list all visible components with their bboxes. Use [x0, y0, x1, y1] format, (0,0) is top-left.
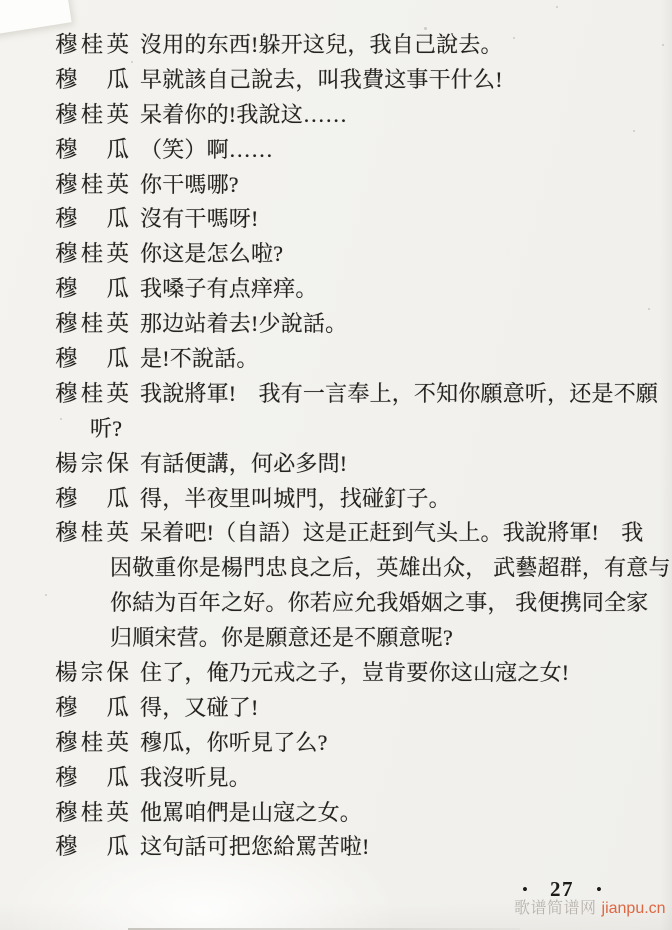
dialogue-text: 那边站着去!少說話。: [140, 311, 348, 337]
speaker-char: 瓜: [106, 485, 129, 511]
dialogue-text: 沒有干嗎呀!: [140, 206, 259, 232]
speaker-char: 英: [106, 32, 129, 57]
ink-speck: [424, 27, 427, 30]
dialogue-text: 因敬重你是楊門忠良之后，英雄出众， 武藝超群，有意与: [110, 555, 671, 581]
speaker-char: 穆: [55, 729, 78, 755]
speaker-char: 英: [106, 101, 129, 127]
dialogue-text: 他罵咱們是山寇之女。: [140, 799, 363, 825]
page-number-bullet-right: •: [596, 879, 602, 899]
speaker-char: 瓜: [106, 206, 129, 232]
dialogue-text: 呆着你的!我說这……: [140, 101, 348, 127]
watermark: [514, 900, 666, 918]
speaker-char: 保: [106, 660, 129, 686]
speaker-char: 保: [106, 450, 129, 476]
script-line: [0, 830, 672, 865]
ink-speck: [60, 418, 62, 420]
speaker-char: 瓜: [106, 764, 129, 790]
speaker-name: [55, 307, 129, 342]
ink-speck: [45, 594, 47, 596]
script-line: [0, 63, 672, 98]
dialogue-text: 我嗓子有点痒痒。: [140, 276, 318, 302]
watermark-site-name: 歌谱简谱网: [514, 900, 597, 917]
dialogue-text: 你干嗎哪?: [140, 171, 239, 197]
speaker-char: 楊: [55, 660, 78, 686]
ink-speck: [306, 460, 308, 462]
script-line: [0, 412, 672, 447]
dialogue-text: 我說將軍! 我有一言奉上，不知你願意听，还是不願: [140, 380, 659, 406]
script-line: [0, 656, 672, 691]
speaker-char: 穆: [55, 276, 78, 302]
script-line: [0, 621, 672, 656]
speaker-char: 桂: [80, 101, 104, 127]
speaker-name: [55, 516, 129, 551]
ink-speck: [648, 308, 650, 310]
speaker-char: 桂: [80, 241, 104, 267]
script-line: [0, 482, 672, 517]
speaker-char: 穆: [55, 834, 78, 860]
speaker-char: 瓜: [106, 66, 129, 92]
speaker-name: [55, 63, 129, 98]
dialogue-text: 穆瓜，你听見了么?: [140, 729, 328, 755]
speaker-char: 穆: [55, 32, 78, 57]
script-line: [0, 377, 672, 412]
dialogue-text: 早就該自己說去，叫我費这事干什么!: [140, 66, 503, 92]
speaker-char: 穆: [55, 346, 78, 372]
speaker-char: 穆: [55, 101, 78, 127]
script-body: [0, 28, 672, 865]
speaker-name: [55, 726, 129, 761]
script-line: [0, 586, 672, 621]
dialogue-text: 住了，俺乃元戎之子，豈肯要你这山寇之女!: [140, 660, 570, 686]
speaker-char: 穆: [55, 485, 78, 511]
speaker-char: 宗: [80, 450, 104, 476]
speaker-char: 桂: [80, 311, 104, 337]
speaker-name: [55, 133, 129, 168]
script-line: [0, 28, 672, 63]
script-line: [0, 516, 672, 551]
script-line: [0, 307, 672, 342]
speaker-char: 穆: [55, 241, 78, 267]
ink-speck: [662, 44, 664, 46]
speaker-char: 桂: [80, 729, 104, 755]
speaker-char: 穆: [55, 380, 78, 406]
speaker-name: [55, 691, 129, 726]
speaker-char: 桂: [80, 520, 104, 546]
script-line: [0, 726, 672, 761]
script-line: [0, 342, 672, 377]
speaker-char: 瓜: [106, 346, 129, 372]
speaker-name: [55, 98, 129, 133]
speaker-name: [55, 28, 129, 63]
speaker-char: 桂: [80, 171, 104, 197]
speaker-name: [55, 656, 129, 691]
speaker-char: 楊: [55, 450, 78, 476]
speaker-char: 穆: [55, 171, 78, 197]
speaker-char: 桂: [80, 380, 104, 406]
speaker-char: 穆: [55, 311, 78, 337]
speaker-char: 英: [106, 520, 129, 546]
dialogue-text: 归順宋营。你是願意还是不願意呢?: [110, 625, 453, 651]
speaker-char: 宗: [80, 660, 104, 686]
speaker-name: [55, 342, 129, 377]
ink-speck: [131, 61, 133, 63]
speaker-name: [55, 272, 129, 307]
speaker-char: 穆: [55, 694, 78, 720]
speaker-char: 穆: [55, 764, 78, 790]
speaker-char: 桂: [80, 32, 104, 57]
dialogue-text: 沒用的东西!躲开这兒，我自己說去。: [140, 32, 503, 57]
script-line: [0, 551, 672, 586]
script-line: [0, 447, 672, 482]
script-line: [0, 796, 672, 831]
speaker-char: 瓜: [106, 276, 129, 302]
script-line: [0, 168, 672, 203]
speaker-char: 瓜: [106, 136, 129, 162]
speaker-char: 穆: [55, 206, 78, 232]
page-number: [522, 876, 602, 902]
page-number-value: 27: [550, 876, 574, 901]
dialogue-text: 这句話可把您給罵苦啦!: [140, 834, 370, 860]
dialogue-text: 得，半夜里叫城門，找碰釘子。: [140, 485, 451, 511]
speaker-char: 桂: [80, 799, 104, 825]
dialogue-text: （笑）啊……: [140, 136, 274, 162]
speaker-char: 瓜: [106, 694, 129, 720]
speaker-name: [55, 830, 129, 865]
dialogue-text: 我沒听見。: [140, 764, 252, 790]
speaker-char: 英: [106, 171, 129, 197]
dialogue-text: 呆着吧!（自語）这是正赶到气头上。我說將軍! 我: [140, 520, 644, 546]
dialogue-text: 有話便講，何必多問!: [140, 450, 348, 476]
speaker-name: [55, 168, 129, 203]
ink-speck: [556, 6, 558, 8]
script-line: [0, 133, 672, 168]
dialogue-text: 得，又碰了!: [140, 694, 259, 720]
dialogue-text: 听?: [90, 415, 123, 441]
speaker-name: [55, 447, 129, 482]
script-line: [0, 98, 672, 133]
speaker-char: 英: [106, 729, 129, 755]
speaker-char: 英: [106, 799, 129, 825]
dialogue-text: 你結为百年之好。你若应允我婚姻之事， 我便携同全家: [110, 590, 649, 616]
dialogue-text: 你这是怎么啦?: [140, 241, 284, 267]
speaker-char: 穆: [55, 520, 78, 546]
page-number-bullet-left: •: [522, 879, 528, 899]
script-line: [0, 202, 672, 237]
speaker-char: 穆: [55, 136, 78, 162]
speaker-name: [55, 202, 129, 237]
speaker-char: 穆: [55, 799, 78, 825]
speaker-name: [55, 237, 129, 272]
speaker-name: [55, 377, 129, 412]
ink-speck: [513, 37, 515, 39]
speaker-name: [55, 761, 129, 796]
speaker-char: 英: [106, 380, 129, 406]
speaker-char: 英: [106, 311, 129, 337]
speaker-name: [55, 482, 129, 517]
speaker-char: 穆: [55, 66, 78, 92]
speaker-char: 英: [106, 241, 129, 267]
script-line: [0, 272, 672, 307]
script-line: [0, 761, 672, 796]
ink-speck: [633, 130, 635, 132]
script-line: [0, 237, 672, 272]
dialogue-text: 是!不說話。: [140, 346, 259, 372]
speaker-name: [55, 796, 129, 831]
script-line: [0, 691, 672, 726]
speaker-char: 瓜: [106, 834, 129, 860]
watermark-domain: jianpu.cn: [601, 900, 666, 917]
